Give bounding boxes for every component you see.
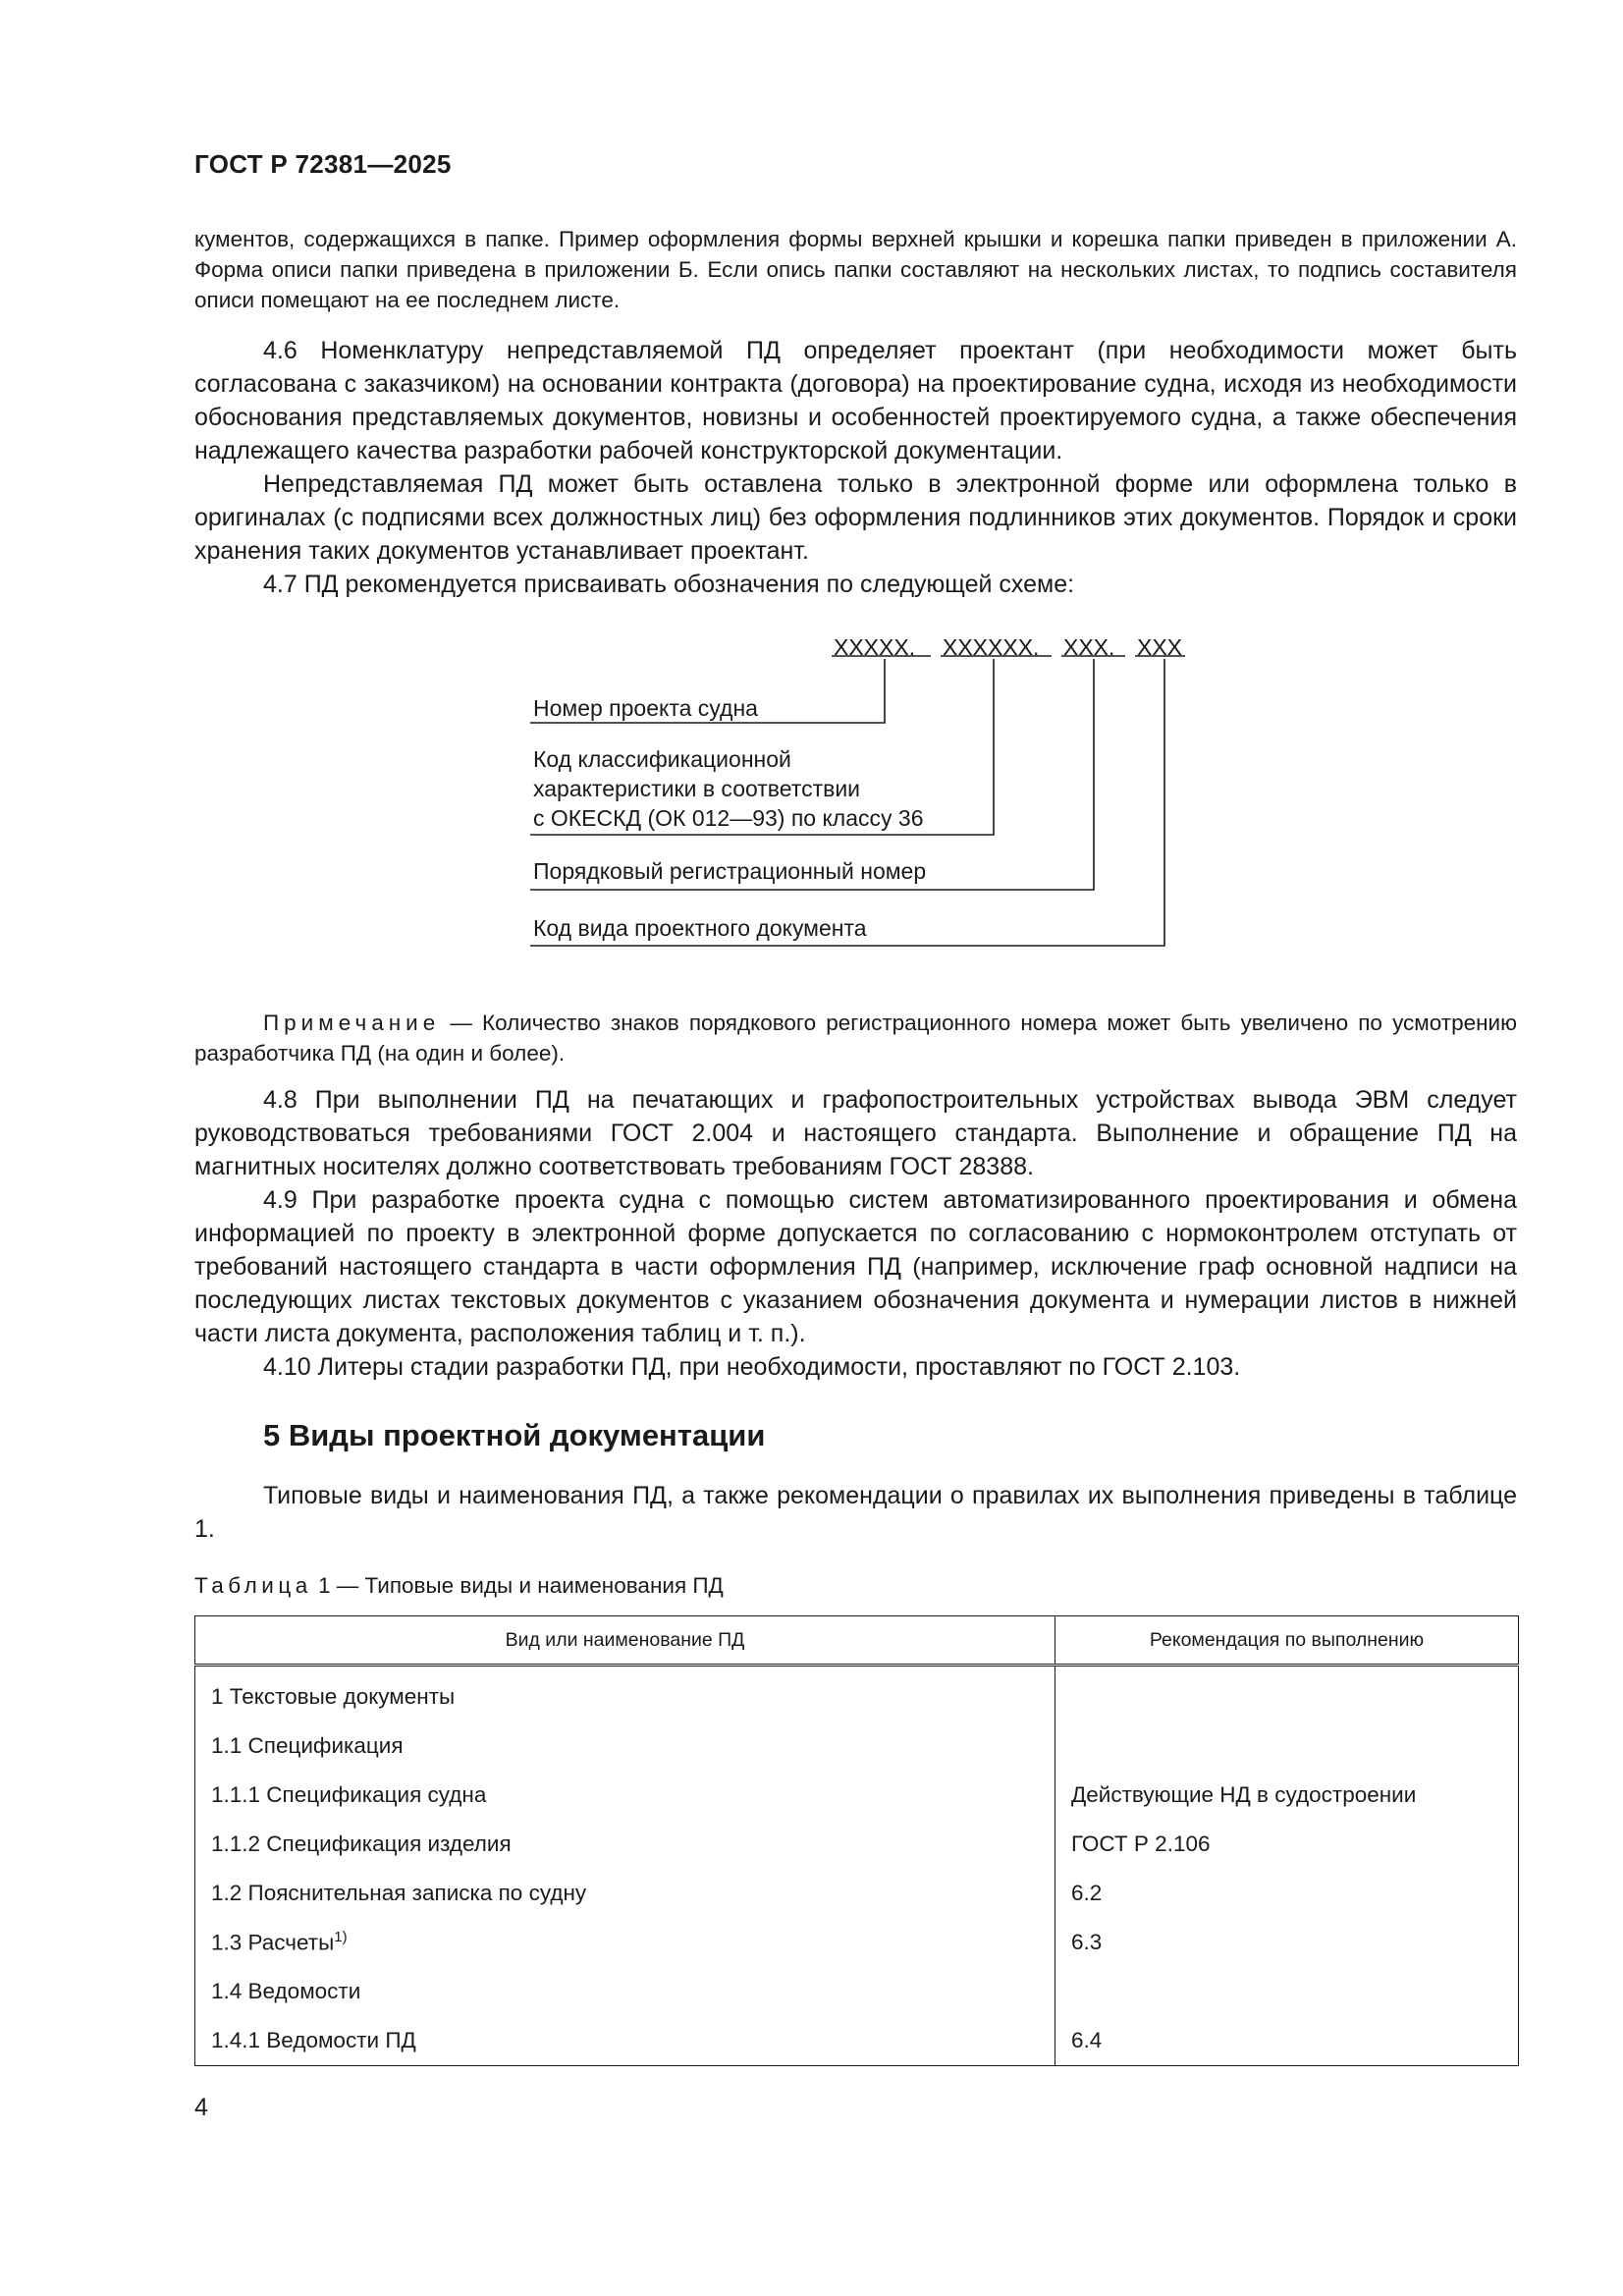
table-cell-type: 1.1.1 Спецификация судна xyxy=(195,1771,1055,1820)
paragraph-4-9: 4.9 При разработке проекта судна с помощью систем автоматизированного проектирования и обмена информацией по проекту в электронной форме допускается по согласованию с нормоконтролем отступать от требований настоящего стандарта в части оформления ПД (например, исключение граф основной надписи на последующих листах текстовых документов с указанием обозначения документа и нумерации листов в нижней части листа документа, расположения таблиц и т. п.). xyxy=(194,1186,1517,1347)
pd-types-table xyxy=(194,1615,1519,2066)
paragraph-4-10: 4.10 Литеры стадии разработки ПД, при необходимости, проставляют по ГОСТ 2.103. xyxy=(263,1353,1241,1381)
table-cell-type: 1 Текстовые документы xyxy=(195,1666,1055,1722)
table-header-row xyxy=(195,1616,1519,1666)
table-cell-recommendation xyxy=(1055,1967,1519,2016)
paragraph-4-6: 4.6 Номенклатуру непредставляемой ПД определяет проектант (при необходимости может быть согласована с заказчиком) на основании контракта (договора) на проектирование судна, исходя из необходимости обоснования представляемых документов, новизны и особенностей проектируемого судна, а также обеспечения надлежащего качества разработки рабочей конструкторской документации. xyxy=(194,337,1517,465)
section-5-intro xyxy=(194,1479,1517,1546)
page-number: 4 xyxy=(194,2094,208,2121)
paragraph-folder-inventory: кументов, содержащихся в папке. Пример оформления формы верхней крышки и корешка папки приведен в приложении А. Форма описи папки приведена в приложении Б. Если опись папки составляют на нескольких листах, то подпись составителя описи помещают на ее последнем листе. xyxy=(194,227,1517,312)
table-cell-recommendation: Действующие НД в судостроении xyxy=(1055,1771,1519,1820)
table-header-type: Вид или наименование ПД xyxy=(195,1616,1055,1666)
note-block xyxy=(194,1008,1517,1068)
table-row xyxy=(195,1722,1519,1771)
table-cell-type-text: 1.3 Расчеты xyxy=(211,1930,335,1955)
note-label: Примечание xyxy=(263,1011,441,1035)
table-cell-recommendation: 6.4 xyxy=(1055,2016,1519,2066)
table-row xyxy=(195,1820,1519,1869)
table-row xyxy=(195,1918,1519,1967)
table-cell-type: 1.1.2 Спецификация изделия xyxy=(195,1820,1055,1869)
label-registration-number: Порядковый регистрационный номер xyxy=(533,858,927,884)
label-class-code-line-1: Код классификационной xyxy=(533,746,791,772)
section-5-heading: 5 Виды проектной документации xyxy=(263,1418,766,1452)
table-row xyxy=(195,1666,1519,1722)
table-cell-recommendation: 6.2 xyxy=(1055,1869,1519,1918)
paragraph-4-8: 4.8 При выполнении ПД на печатающих и графопостроительных устройствах вывода ЭВМ следует руководствоваться требованиями ГОСТ 2.004 и настоящего стандарта. Выполнение и обращение ПД на магнитных носителях должно соответствовать требованиям ГОСТ 28388. xyxy=(194,1086,1517,1180)
label-project-number: Номер проекта судна xyxy=(533,695,758,721)
table-caption-text: 1 — Типовые виды и наименования ПД xyxy=(311,1573,724,1598)
section-4-text-continued xyxy=(194,1083,1517,1384)
table-cell-recommendation: 6.3 xyxy=(1055,1918,1519,1967)
table-cell-type: 1.4 Ведомости xyxy=(195,1967,1055,2016)
scheme-group-doc-type: XXX xyxy=(1137,634,1183,660)
table-cell-type: 1.1 Спецификация xyxy=(195,1722,1055,1771)
table-row xyxy=(195,1869,1519,1918)
section-5-intro-paragraph: Типовые виды и наименования ПД, а также рекомендации о правилах их выполнения приведены в таблице 1. xyxy=(194,1482,1517,1543)
scheme-group-registration: XXX. xyxy=(1063,634,1115,660)
table-row xyxy=(195,1771,1519,1820)
table-cell-recommendation xyxy=(1055,1666,1519,1722)
note-text: — Количество знаков порядкового регистрационного номера может быть увеличено по усмотрению разработчика ПД (на один и более). xyxy=(194,1011,1517,1066)
table-cell-type: 1.2 Пояснительная записка по судну xyxy=(195,1869,1055,1918)
scheme-group-classification: XXXXXX. xyxy=(943,634,1040,660)
note-paragraph xyxy=(194,1008,1517,1068)
section-4-text xyxy=(194,334,1517,601)
paragraph-continuation xyxy=(194,224,1517,315)
paragraph-non-submitted-pd: Непредставляемая ПД может быть оставлена только в электронной форме или оформлена только в оригиналах (с подписями всех должностных лиц) без оформления подлинников этих документов. Порядок и сроки хранения таких документов устанавливает проектант. xyxy=(194,470,1517,565)
table-header-recommendation: Рекомендация по выполнению xyxy=(1055,1616,1519,1666)
label-doc-type-code: Код вида проектного документа xyxy=(533,915,867,941)
table-caption xyxy=(194,1573,724,1599)
document-code: ГОСТ Р 72381—2025 xyxy=(194,149,452,179)
table-row xyxy=(195,2016,1519,2066)
table-cell-type: 1.4.1 Ведомости ПД xyxy=(195,2016,1055,2066)
footnote-mark: 1) xyxy=(334,1929,348,1946)
label-class-code-line-2: характеристики в соответствии xyxy=(533,776,861,801)
table-caption-label: Таблица xyxy=(194,1573,312,1598)
table-cell-recommendation xyxy=(1055,1722,1519,1771)
scheme-group-project: XXXXX. xyxy=(834,634,916,660)
table-cell-type xyxy=(195,1918,1055,1967)
label-class-code-line-3: с ОКЕСКД (ОК 012—93) по классу 36 xyxy=(533,805,924,831)
table-cell-recommendation: ГОСТ Р 2.106 xyxy=(1055,1820,1519,1869)
paragraph-4-7: 4.7 ПД рекомендуется присваивать обозначения по следующей схеме: xyxy=(263,571,1075,598)
table-row xyxy=(195,1967,1519,2016)
